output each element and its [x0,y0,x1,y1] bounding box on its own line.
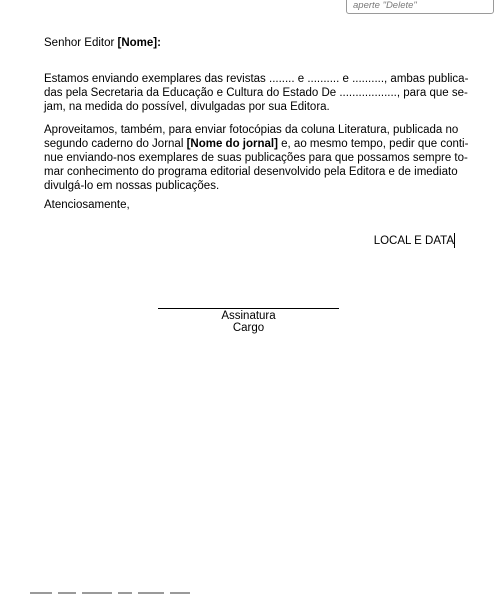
signature-role: Cargo [232,322,265,334]
signature-label: Assinatura [221,310,276,322]
signature-line [158,308,339,309]
paragraph-line: divulgá-lo em nossas publicações. [44,180,220,193]
text-cursor [454,233,455,248]
paragraph-line: Estamos enviando exemplares das revistas ........ e .......... e .........., ambas publica- [44,73,469,85]
paragraph-text: e, ao mesmo tempo, pedir que conti- [277,138,469,151]
paragraph-text: segundo caderno do Jornal [44,138,187,151]
paragraph-line: Aproveitamos, também, para enviar fotocópias da coluna Literatura, publicada no [44,124,459,136]
paragraph-line: das pela Secretaria da Educação e Cultura do Estado De .................., para que se- [44,87,468,100]
editor-name-placeholder[interactable]: [Nome]: [117,37,161,49]
newspaper-name-placeholder[interactable]: [Nome do jornal] [186,138,278,151]
salutation-prefix: Senhor Editor [44,37,118,49]
closing-text: Atenciosamente, [44,199,130,211]
paragraph-line: nue enviando-nos exemplares de suas publicações para que possamos sempre to- [44,152,468,165]
letter-paragraph-1 [44,72,469,114]
instruction-note-line: aperte "Delete" [353,0,417,11]
footer-text-fragment [30,592,250,600]
letter-paragraph-2 [44,123,469,193]
salutation [44,36,161,50]
instruction-note-box [346,0,494,14]
paragraph-line: mar conhecimento do programa editorial desenvolvido pela Editora e de imediato [44,166,458,179]
paragraph-line: jam, na medida do possível, divulgadas por sua Editora. [44,101,330,114]
paragraph-line-with-placeholder [44,137,469,151]
local-and-date-field[interactable]: LOCAL E DATA [373,235,454,247]
